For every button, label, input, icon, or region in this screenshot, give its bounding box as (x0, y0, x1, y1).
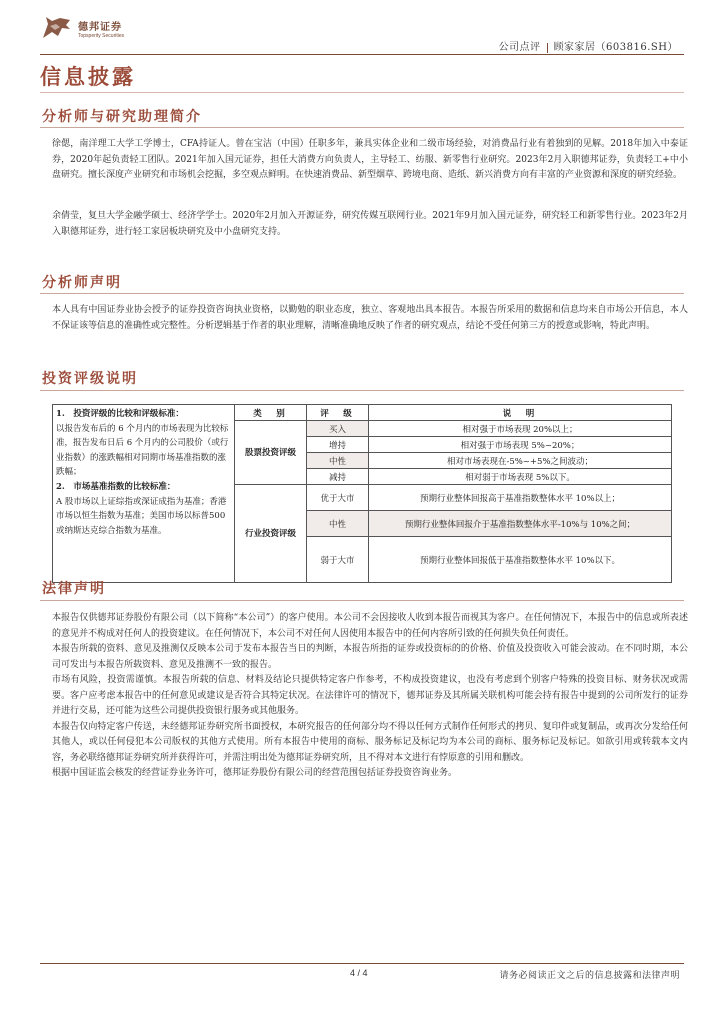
col-level: 评 级 (307, 405, 369, 421)
section-rule (40, 293, 684, 294)
section-rule (40, 390, 684, 391)
legal-paragraph: 本报告仅向特定客户传送，未经德邦证券研究所书面授权，本研究报告的任何部分均不得以任何方式制作任何形式的拷贝、复印件或复制品，或再次分发给任何其他人，或以任何侵犯本公司版权的其他方式使用。所有本报告中使用的商标、服务标记及标记均为本公司的商标、服务标记及标记。如欲引用或转载本文内容，务必联络德邦证券研究所并获得许可，并需注明出处为德邦证券研究所，且不得对本文进行有悖原意的引用和删改。 (52, 721, 688, 763)
title-rule (40, 92, 684, 93)
rating-level: 中性 (307, 511, 369, 537)
analyst-statement-title: 分析师声明 (42, 275, 122, 291)
footer-note: 请务必阅读正文之后的信息披露和法律声明 (499, 971, 680, 981)
analyst-intro-p1: 徐偲，南洋理工大学工学博士，CFA持证人。曾在宝洁（中国）任职多年，兼具实体企业和二级市场经验，对消费品行业有着独到的见解。2018年加入中泰证券，2020年起负责轻工团队。2021年加入国元证券，担任大消费方向负责人，主导轻工、纺服、新零售行业研究。2023年2月入职德邦证券，负责轻工+中小盘研究。擅长深度产业研究和市场机会挖掘，多空观点鲜明。在快速消费品、新型烟草、跨境电商、造纸、新兴消费方向有丰富的产业资源和深度的研究经验。 (52, 139, 688, 180)
criteria-2-body: A 股市场以上证综指或深证成指为基准；香港市场以恒生指数为基准；美国市场以标普500或纳斯达克综合指数为基准。 (56, 496, 227, 536)
company-name: 顾家家居（603816.SH） (553, 42, 678, 53)
rating-desc: 预期行业整体回报介于基准指数整体水平-10%与 10%之间； (369, 511, 672, 537)
page-number: 4 / 4 (350, 968, 368, 978)
rating-desc: 预期行业整体回报高于基准指数整体水平 10%以上； (369, 485, 672, 511)
rating-desc: 相对强于市场表现 5%~20%； (369, 437, 672, 453)
logo-en-text: Topsperity Securities (78, 32, 125, 39)
rating-level: 优于大市 (307, 485, 369, 511)
legal-title: 法律声明 (42, 581, 106, 597)
rating-title: 投资评级说明 (42, 371, 138, 387)
criteria-1-body: 以报告发布后的 6 个月内的市场表现为比较标准，报告发布日后 6 个月内的公司股价（或行业指数）的涨跌幅相对同期市场基准指数的涨跌幅； (56, 423, 229, 478)
section-rule (40, 600, 684, 601)
legal-paragraph: 市场有风险，投资需谨慎。本报告所载的信息、材料及结论只提供特定客户作参考，不构成投资建议，也没有考虑到个别客户特殊的投资目标、财务状况或需要。客户应考虑本报告中的任何意见或建议是否符合其特定状况。在法律许可的情况下，德邦证券及其所属关联机构可能会持有报告中提到的公司所发行的证券并进行交易，还可能为这些公司提供投资银行服务或其他服务。 (52, 675, 688, 716)
stock-rating-label: 股票投资评级 (235, 421, 307, 485)
col-category: 类 别 (235, 405, 307, 421)
company-logo (40, 14, 124, 42)
rating-table (52, 404, 672, 583)
footer-rule (40, 963, 684, 964)
rating-level: 买入 (307, 421, 369, 437)
legal-text (52, 611, 688, 782)
header-rule (40, 54, 684, 55)
analyst-intro-title: 分析师与研究助理简介 (42, 109, 202, 125)
rating-desc: 预期行业整体回报低于基准指数整体水平 10%以下。 (369, 537, 672, 583)
logo-cn-text: 德邦证券 (78, 21, 122, 33)
industry-rating-label: 行业投资评级 (235, 485, 307, 583)
rating-level: 增持 (307, 437, 369, 453)
legal-paragraph: 本报告所载的资料、意见及推测仅反映本公司于发布本报告当日的判断，本报告所指的证券或投资标的的价格、价值及投资收入可能会波动。在不同时期，本公司可发出与本报告所载资料、意见及推测不一致的报告。 (52, 644, 688, 670)
rating-level: 减持 (307, 469, 369, 485)
rating-criteria (53, 405, 235, 583)
col-desc: 说 明 (369, 405, 672, 421)
page-header (40, 14, 684, 56)
bull-logo-icon (40, 14, 74, 42)
header-divider (547, 43, 548, 53)
rating-desc: 相对弱于市场表现 5%以下。 (369, 469, 672, 485)
legal-paragraph: 根据中国证监会核发的经营证券业务许可，德邦证券股份有限公司的经营范围包括证券投资咨询业务。 (52, 768, 458, 778)
analyst-intro-p2: 余倩莹，复旦大学金融学硕士、经济学学士。2020年2月加入开源证券，研究传媒互联网行业。2021年9月加入国元证券，研究轻工和新零售行业。2023年2月入职德邦证券，进行轻工家居板块研究及中小盘研究支持。 (52, 211, 688, 237)
section-rule (40, 127, 684, 128)
rating-desc: 相对市场表现在-5%~+5%之间波动； (369, 453, 672, 469)
legal-paragraph: 本报告仅供德邦证券股份有限公司（以下简称“本公司”）的客户使用。本公司不会因接收人收到本报告而视其为客户。在任何情况下，本报告中的信息或所表述的意见并不构成对任何人的投资建议。在任何情况下，本公司不对任何人因使用本报告中的任何内容所引致的任何损失负任何责任。 (52, 613, 688, 639)
rating-level: 弱于大市 (307, 537, 369, 583)
criteria-1-head: 1. 投资评级的比较和评级标准： (56, 409, 184, 419)
criteria-2-head: 2. 市场基准指数的比较标准： (56, 481, 176, 492)
report-type: 公司点评 (498, 42, 541, 53)
analyst-statement-text: 本人具有中国证券业协会授予的证券投资咨询执业资格，以勤勉的职业态度，独立、客观地出具本报告。本报告所采用的数据和信息均来自市场公开信息，本人不保证该等信息的准确性或完整性。分析逻辑基于作者的职业理解，清晰准确地反映了作者的研究观点，结论不受任何第三方的授意或影响，特此声明。 (52, 305, 688, 331)
report-meta (499, 38, 678, 53)
rating-desc: 相对强于市场表现 20%以上； (369, 421, 672, 437)
rating-level: 中性 (307, 453, 369, 469)
page-title: 信息披露 (40, 65, 136, 89)
